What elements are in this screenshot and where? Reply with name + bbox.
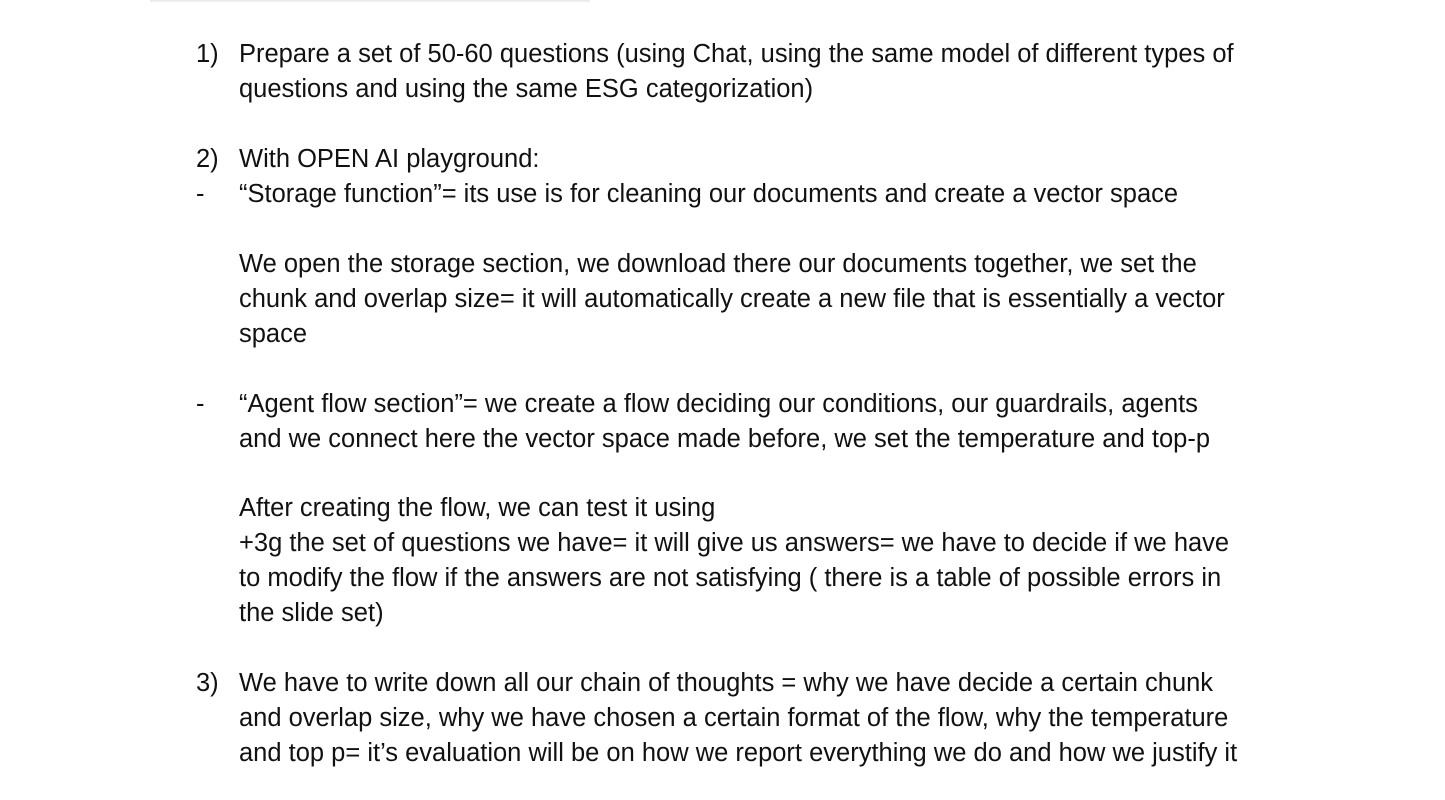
testing-paragraph-line-3: to modify the flow if the answers are not satisfying ( there is a table of possible errors in (239, 564, 1222, 592)
list-marker-1: 1) (196, 40, 219, 68)
item-3-line-3: and top p= it’s evaluation will be on how we report everything we do and how we justify it (239, 739, 1238, 767)
item-1-line-2: questions and using the same ESG categorization) (239, 75, 814, 103)
testing-paragraph-line-2: +3g the set of questions we have= it will give us answers= we have to decide if we have (239, 529, 1230, 557)
agent-flow-line-1: “Agent flow section”= we create a flow deciding our conditions, our guardrails, agents (239, 390, 1198, 418)
list-marker-3: 3) (196, 669, 219, 697)
list-marker-2: 2) (196, 145, 219, 173)
bullet-storage-marker: - (196, 180, 205, 208)
testing-paragraph-line-1: After creating the flow, we can test it using (239, 494, 716, 522)
item-3-line-1: We have to write down all our chain of thoughts = why we have decide a certain chunk (239, 669, 1214, 697)
bullet-agent-flow-marker: - (196, 390, 205, 418)
item-2-line-1: With OPEN AI playground: (239, 145, 540, 173)
storage-function-line: “Storage function”= its use is for cleaning our documents and create a vector space (239, 180, 1179, 208)
storage-paragraph-line-2: chunk and overlap size= it will automatically create a new file that is essentially a vector (239, 285, 1225, 313)
agent-flow-line-2: and we connect here the vector space made before, we set the temperature and top-p (239, 425, 1211, 453)
item-1-line-1: Prepare a set of 50-60 questions (using Chat, using the same model of different types of (239, 40, 1234, 68)
page-top-edge (150, 0, 590, 3)
testing-paragraph-line-4: the slide set) (239, 599, 384, 627)
item-3-line-2: and overlap size, why we have chosen a certain format of the flow, why the temperature (239, 704, 1229, 732)
storage-paragraph-line-1: We open the storage section, we download there our documents together, we set the (239, 250, 1197, 278)
storage-paragraph-line-3: space (239, 320, 308, 348)
